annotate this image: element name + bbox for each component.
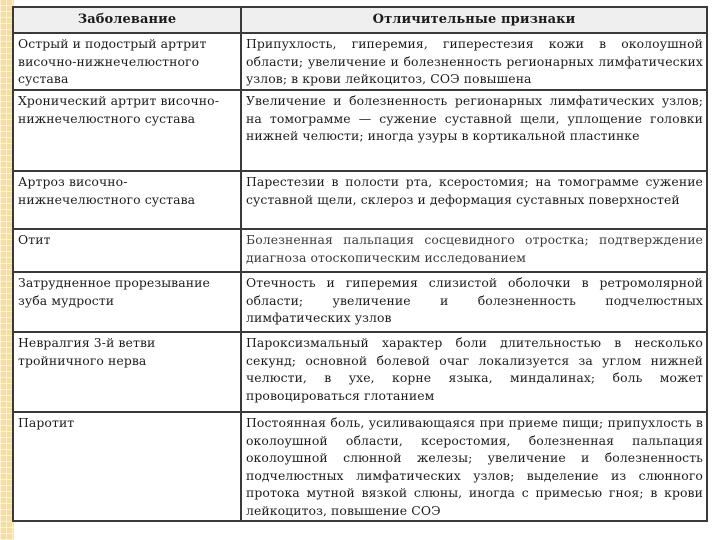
table-row: [13, 90, 707, 171]
header-signs: Отличительные признаки: [241, 7, 707, 33]
signs-cell: Болезненная пальпация сосцевидного отростка; подтверждение диагноза отоскопическим исследованием: [241, 229, 707, 272]
table-row: [13, 171, 707, 229]
table-row: [13, 229, 707, 272]
disease-cell: Отит: [13, 229, 241, 272]
header-disease: Заболевание: [13, 7, 241, 33]
signs-cell: Постоянная боль, усиливающаяся при приеме пищи; припухлость в околоушной области, ксеростомия, болезненная пальпация околоушной слюнной железы; увеличение и болезненность подчелюстных лимфатических узлов; выделение из слюнного протока мутной вязкой слюны, иногда с примесью гноя; в крови лейкоцитоз, повышение СОЭ: [241, 412, 707, 521]
table-header-row: [13, 7, 707, 33]
table-row: [13, 412, 707, 521]
disease-cell: Хронический артрит височно-нижнечелюстного сустава: [13, 90, 241, 171]
signs-cell: Припухлость, гиперемия, гиперестезия кожи в околоушной области; увеличение и болезненность регионарных лимфатических узлов; в крови лейкоцитоз, СОЭ повышена: [241, 33, 707, 90]
table-row: [13, 272, 707, 332]
disease-cell: Невралгия 3-й ветви тройничного нерва: [13, 332, 241, 412]
signs-cell: Увеличение и болезненность регионарных лимфатических узлов; на томограмме — сужение суставной щели, уплощение головки нижней челюсти; иногда узуры в кортикальной пластинке: [241, 90, 707, 171]
disease-cell: Затрудненное прорезывание зуба мудрости: [13, 272, 241, 332]
disease-cell: Артроз височно-нижнечелюстного сустава: [13, 171, 241, 229]
signs-cell: Отечность и гиперемия слизистой оболочки в ретромолярной области; увеличение и болезненность подчелюстных лимфатических узлов: [241, 272, 707, 332]
table-row: [13, 332, 707, 412]
differential-diagnosis-table: [12, 6, 708, 522]
disease-cell: Паротит: [13, 412, 241, 521]
signs-cell: Пароксизмальный характер боли длительностью в несколько секунд; основной болевой очаг локализуется за углом нижней челюсти, в ухе, корне языка, миндалинах; боль может провоцироваться глотанием: [241, 332, 707, 412]
table-row: [13, 33, 707, 90]
disease-cell: Острый и подострый артрит височно-нижнечелюстного сустава: [13, 33, 241, 90]
signs-cell: Парестезии в полости рта, ксеростомия; на томограмме сужение суставной щели, склероз и деформация суставных поверхностей: [241, 171, 707, 229]
